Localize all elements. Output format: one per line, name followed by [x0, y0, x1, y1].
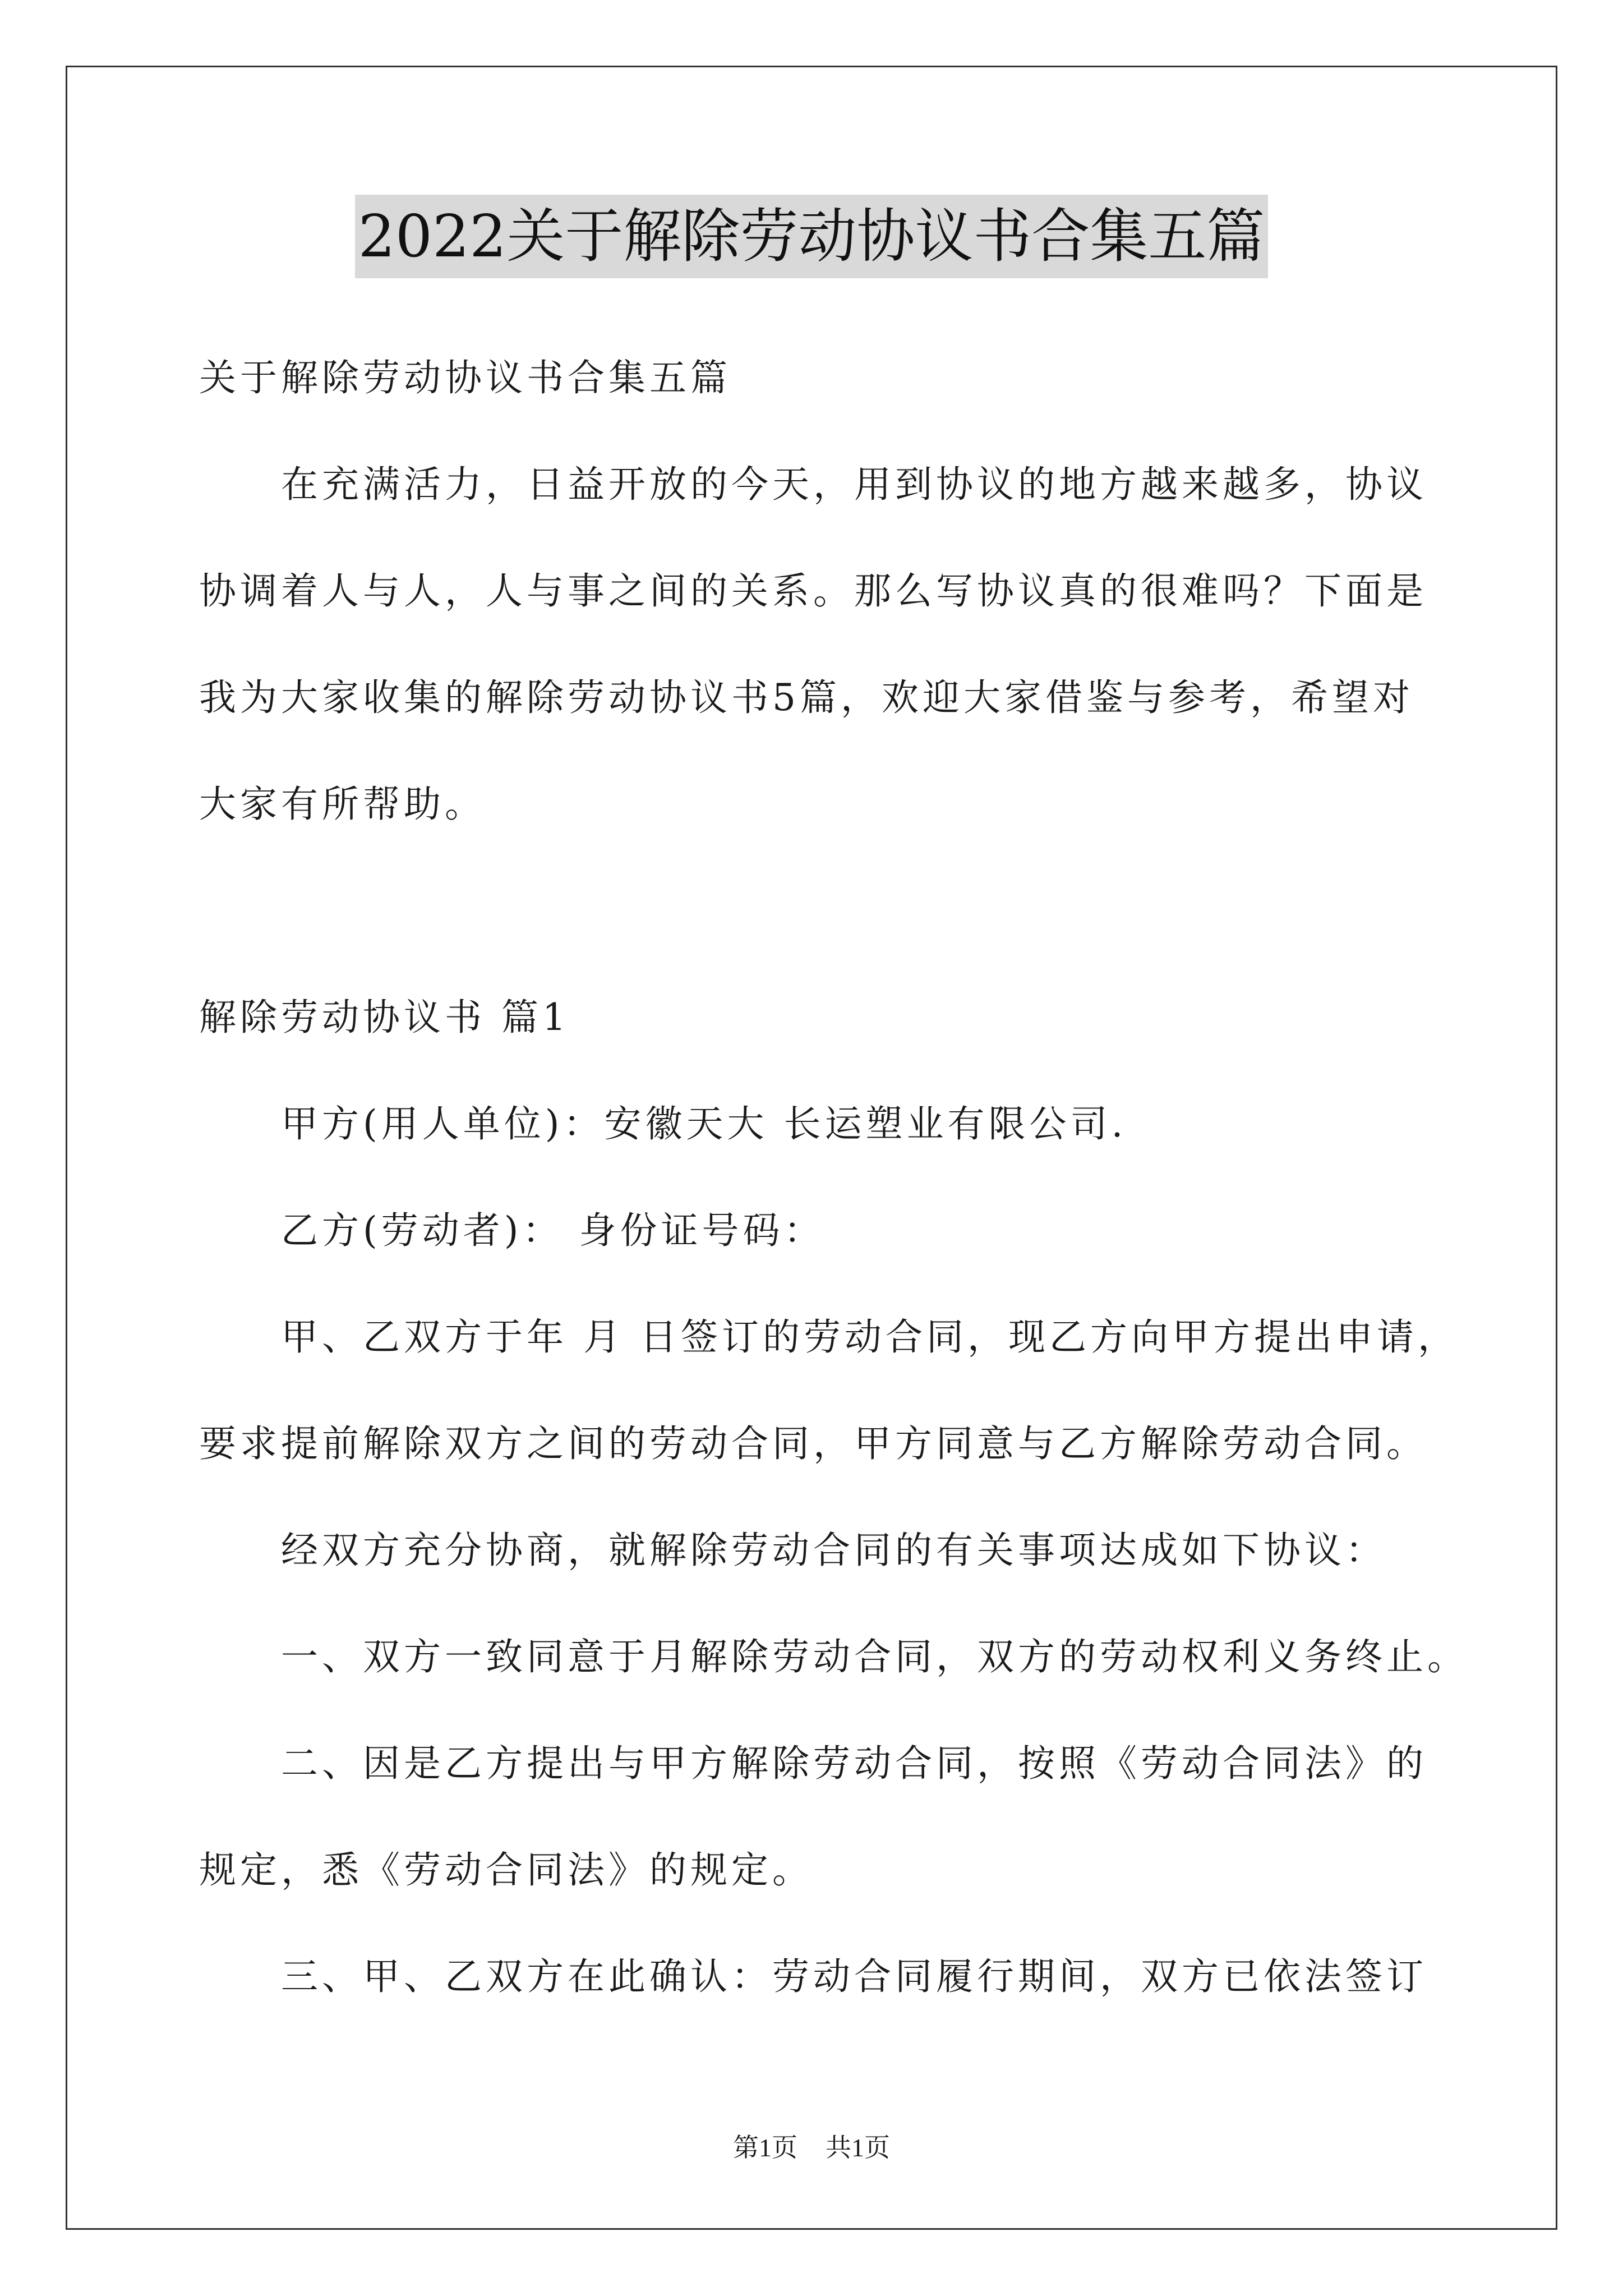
intro-paragraph	[199, 431, 1545, 858]
paragraph-line: 甲、乙双方于年 月 日签订的劳动合同，现乙方向甲方提出申请，	[281, 1315, 1459, 1359]
section-title: 解除劳动协议书 篇1	[199, 996, 570, 1039]
paragraph-line: 要求提前解除双方之间的劳动合同，甲方同意与乙方解除劳动合同。	[199, 1422, 1427, 1465]
page-total: 共1页	[826, 2133, 890, 2162]
intro-line: 大家有所帮助。	[199, 783, 486, 826]
section-paragraph	[199, 1071, 1545, 1177]
section-paragraph	[199, 1604, 1545, 1710]
document-title	[0, 195, 1623, 278]
paragraph-line: 经双方充分协商，就解除劳动合同的有关事项达成如下协议：	[281, 1529, 1386, 1572]
page-number: 第1页	[733, 2133, 797, 2162]
document-heading: 关于解除劳动协议书合集五篇	[199, 356, 731, 399]
section-paragraph	[199, 1497, 1545, 1604]
paragraph-line: 一、双方一致同意于月解除劳动合同，双方的劳动权利义务终止。	[281, 1635, 1468, 1678]
paragraph-line: 甲方(用人单位)：安徽天大 长运塑业有限公司.	[281, 1102, 1127, 1145]
intro-line: 我为大家收集的解除劳动协议书5篇，欢迎大家借鉴与参考，希望对	[199, 676, 1414, 719]
paragraph-line: 三、甲、乙双方在此确认：劳动合同履行期间，双方已依法签订	[281, 1955, 1427, 1998]
paragraph-line: 二、因是乙方提出与甲方解除劳动合同，按照《劳动合同法》的	[281, 1742, 1427, 1785]
intro-line: 协调着人与人，人与事之间的关系。那么写协议真的很难吗？下面是	[199, 569, 1427, 613]
paragraph-spacer	[199, 858, 1545, 964]
document-body	[199, 325, 1545, 2030]
section-paragraph	[199, 1710, 1545, 1924]
paragraph-line: 规定，悉《劳动合同法》的规定。	[199, 1848, 813, 1892]
page-footer	[0, 2131, 1623, 2165]
section-paragraph	[199, 1924, 1545, 2030]
paragraph-line: 乙方(劳动者)： 身份证号码：	[281, 1209, 825, 1252]
section-paragraph	[199, 1284, 1545, 1497]
document-title-text: 2022关于解除劳动协议书合集五篇	[355, 195, 1269, 278]
intro-line: 在充满活力，日益开放的今天，用到协议的地方越来越多，协议	[281, 463, 1427, 506]
section-paragraph	[199, 1177, 1545, 1284]
